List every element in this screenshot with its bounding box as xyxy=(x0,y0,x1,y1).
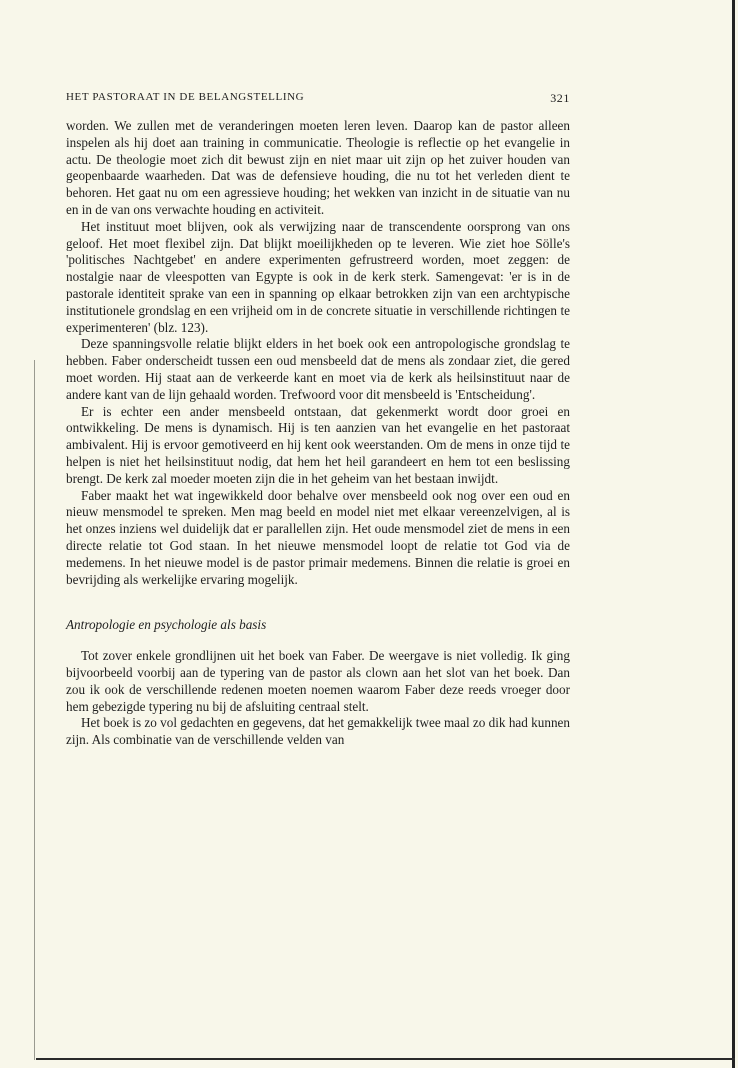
page-number: 321 xyxy=(550,91,570,105)
page-edge-right xyxy=(732,0,735,1068)
running-title: HET PASTORAAT IN DE BELANGSTELLING xyxy=(66,91,305,103)
section-heading: Antropologie en psychologie als basis xyxy=(66,617,267,633)
body-text xyxy=(66,118,570,749)
paragraph: Het boek is zo vol gedachten en gegevens, dat het gemakkelijk twee maal zo dik had kunnen zijn. Als combinatie van de verschillende velden van xyxy=(66,715,570,748)
page-edge-bottom xyxy=(36,1058,735,1060)
running-header xyxy=(66,91,570,103)
page-edge-left xyxy=(34,360,35,1060)
paragraph: Faber maakt het wat ingewikkeld door behalve over mensbeeld ook nog over een oud en nieuw mensmodel te spreken. Men mag beeld en model niet met elkaar vereenzelvigen, al is het onzes inziens wel duidelijk dat er parallellen zijn. Het oude mensmodel ziet de mens in een directe relatie tot God staan. In het nieuwe mensmodel loopt de relatie tot God via de medemens. In het nieuwe model is de pastor primair medemens. Binnen die relatie is groei en bevrijding als werkelijke ervaring mogelijk. xyxy=(66,487,570,587)
paragraph: Deze spanningsvolle relatie blijkt elders in het boek ook een antropologische grondslag te hebben. Faber onderscheidt tussen een oud mensbeeld dat de mens als zondaar ziet, die gered moet worden. Hij staat aan de verkeerde kant en moet via de kerk als heilsinstituut naar de andere kant van de lijn gehaald worden. Trefwoord voor dit mensbeeld is 'Entscheidung'. xyxy=(66,336,570,402)
paragraph: Er is echter een ander mensbeeld ontstaan, dat gekenmerkt wordt door groei en ontwikkeling. De mens is dynamisch. Hij is ten aanzien van het evangelie en het pastoraat ambivalent. Hij is ervoor gemotiveerd en hij kent ook weerstanden. Om de mens in onze tijd te helpen is niet het heilsinstituut nodig, dat hem het heil garandeert en hem tot een beslissing brengt. De kerk zal moeder moeten zijn die in het geheim van het bestaan inwijdt. xyxy=(66,403,570,486)
paragraph: Tot zover enkele grondlijnen uit het boek van Faber. De weergave is niet volledig. Ik ging bijvoorbeeld voorbij aan de typering van de pastor als clown aan het slot van het boek. Dan zou ik ook de verschillende redenen moeten noemen waarom Faber deze reeds vroeger door hem gebezigde typering nu bij de afsluiting centraal stelt. xyxy=(66,648,570,714)
paragraph: Het instituut moet blijven, ook als verwijzing naar de transcendente oorsprong van ons geloof. Het moet flexibel zijn. Dat blijkt moeilijkheden op te leveren. Wie ziet hoe Sölle's 'politisches Nachtgebet' en andere experimenten gefrustreerd worden, moet zeggen: de nostalgie naar de vleespotten van Egypte is ook in de kerk sterk. Samengevat: 'er is in de pastorale identiteit sprake van een in spanning op elkaar betrokken zijn van een archtypische institutionele grondslag en een vrijheid om in de concrete situatie in verschillende richtingen te experimenteren' (blz. 123). xyxy=(66,218,570,335)
paragraph: worden. We zullen met de veranderingen moeten leren leven. Daarop kan de pastor alleen inspelen als hij doet aan training in communicatie. Theologie is reflectie op het evangelie in actu. De theologie moet zich dit bewust zijn en niet maar uit zijn op het zuiver houden van geopenbaarde waarheden. Dat was de defensieve houding, die nu tot het verleden dient te behoren. Het gaat nu om een agressieve houding; het wekken van inzicht in de situatie van nu en in de van ons verwachte houding en activiteit. xyxy=(66,118,570,217)
